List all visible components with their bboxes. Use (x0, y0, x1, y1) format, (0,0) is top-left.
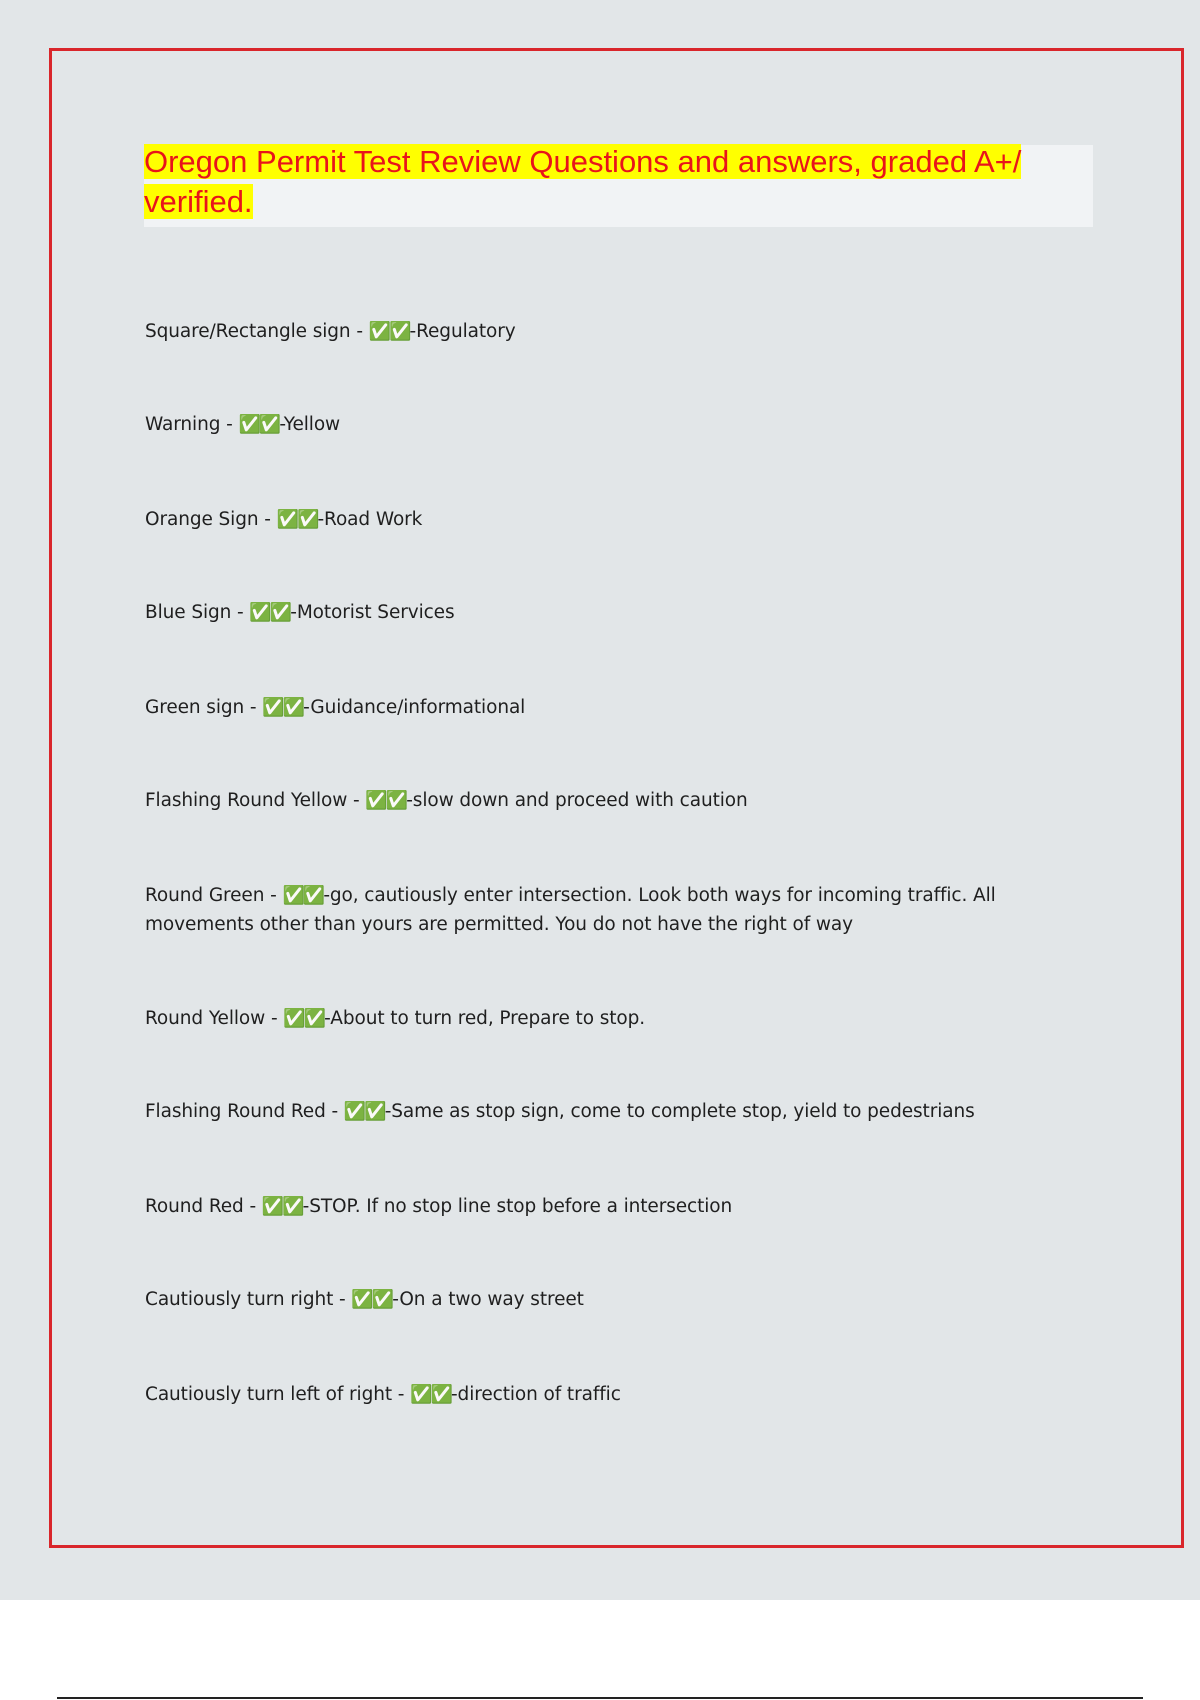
double-check-icon: ✅✅ (351, 1289, 393, 1310)
qa-separator: - (392, 1384, 411, 1405)
qa-separator: - (220, 414, 239, 435)
qa-item (145, 1097, 1005, 1126)
document-title (144, 142, 1084, 222)
qa-item (145, 1192, 1005, 1221)
qa-term: Warning (145, 414, 221, 435)
double-check-icon: ✅✅ (238, 414, 280, 435)
qa-item (145, 598, 1005, 627)
qa-answer: -Road Work (317, 509, 423, 530)
qa-item (145, 505, 1005, 534)
qa-separator: - (264, 885, 283, 906)
document-title-text: Oregon Permit Test Review Questions and answers, graded A+/ verified. (144, 144, 1022, 219)
double-check-icon: ✅✅ (365, 790, 407, 811)
qa-item (145, 786, 1005, 815)
double-check-icon: ✅✅ (343, 1101, 385, 1122)
qa-item (145, 1004, 1005, 1033)
qa-separator: - (265, 1008, 284, 1029)
qa-item (145, 410, 1005, 439)
qa-answer: -slow down and proceed with caution (406, 790, 748, 811)
qa-term: Flashing Round Red (145, 1101, 326, 1122)
double-check-icon: ✅✅ (283, 1008, 325, 1029)
qa-term: Blue Sign (145, 602, 232, 623)
qa-answer: -STOP. If no stop line stop before a intersection (302, 1196, 733, 1217)
qa-item (145, 693, 1005, 722)
qa-separator: - (243, 1196, 262, 1217)
qa-answer: -go, cautiously enter intersection. Look both ways for incoming traffic. All movements other than yours are permitted. You do not have the right of way (145, 885, 996, 935)
double-check-icon: ✅✅ (276, 509, 318, 530)
double-check-icon: ✅✅ (249, 602, 291, 623)
double-check-icon: ✅✅ (282, 885, 324, 906)
qa-term: Round Yellow (145, 1008, 266, 1029)
qa-term: Square/Rectangle sign (145, 321, 351, 342)
qa-separator: - (258, 509, 277, 530)
qa-answer: -Regulatory (409, 321, 516, 342)
qa-separator: - (347, 790, 366, 811)
qa-answer: -On a two way street (392, 1289, 584, 1310)
qa-term: Round Green (145, 885, 265, 906)
qa-item (145, 1285, 1005, 1314)
double-check-icon: ✅✅ (262, 697, 304, 718)
qa-separator: - (244, 697, 263, 718)
qa-answer: -About to turn red, Prepare to stop. (324, 1008, 646, 1029)
qa-answer: -Motorist Services (290, 602, 455, 623)
qa-term: Green sign (145, 697, 245, 718)
qa-answer: -Guidance/informational (303, 697, 526, 718)
qa-item (145, 881, 1005, 939)
qa-answer: -Same as stop sign, come to complete stop, yield to pedestrians (384, 1101, 975, 1122)
qa-separator: - (231, 602, 250, 623)
double-check-icon: ✅✅ (368, 321, 410, 342)
qa-answer: -Yellow (279, 414, 341, 435)
qa-item (145, 1380, 1005, 1409)
double-check-icon: ✅✅ (261, 1196, 303, 1217)
qa-term: Orange Sign (145, 509, 259, 530)
qa-separator: - (325, 1101, 344, 1122)
footer-rule (57, 1697, 1143, 1699)
double-check-icon: ✅✅ (410, 1384, 451, 1405)
qa-separator: - (350, 321, 369, 342)
qa-answer: -direction of traffic (450, 1384, 621, 1405)
qa-term: Round Red (145, 1196, 244, 1217)
qa-term: Cautiously turn right (145, 1289, 334, 1310)
qa-term: Cautiously turn left of right (145, 1384, 393, 1405)
qa-item (145, 317, 1005, 346)
qa-term: Flashing Round Yellow (145, 790, 348, 811)
qa-separator: - (333, 1289, 352, 1310)
